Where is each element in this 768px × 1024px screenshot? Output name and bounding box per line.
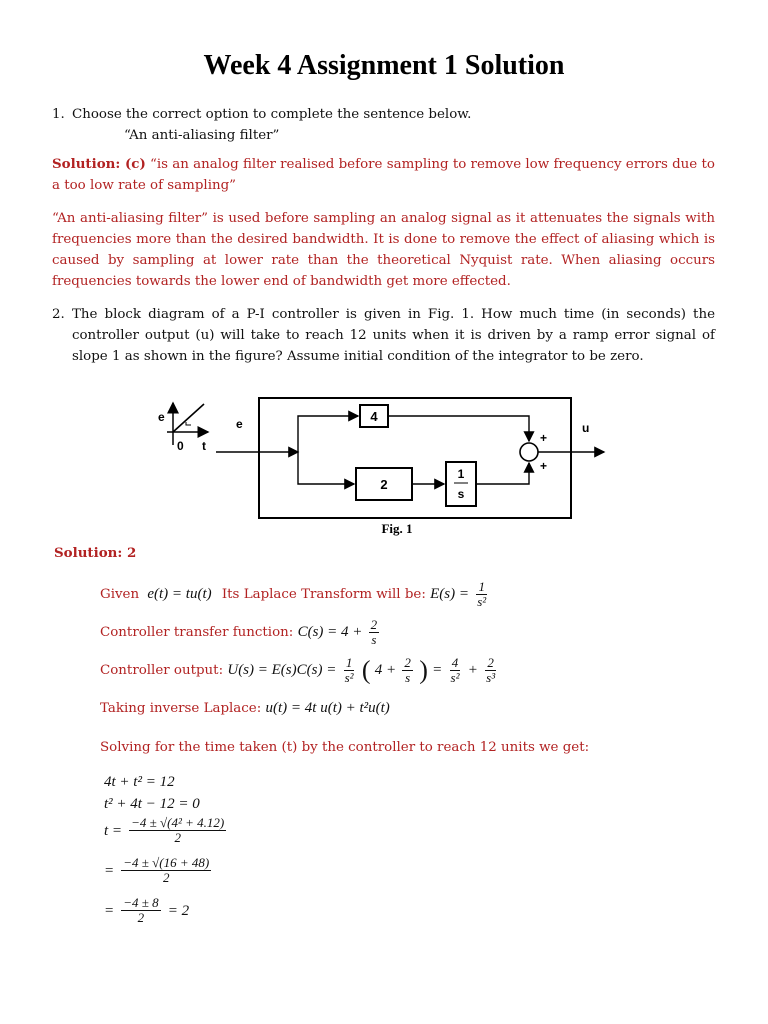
integrator-denominator: s xyxy=(457,487,465,501)
sum-plus-top: + xyxy=(540,431,548,445)
input-label-e: e xyxy=(236,417,243,431)
graph-axis-e: e xyxy=(158,410,165,424)
ramp-input-graph xyxy=(158,403,208,453)
eq-step-1: 4t + t² = 12 xyxy=(104,774,175,790)
output-label-u: u xyxy=(582,421,590,435)
question-2-text: The block diagram of a P-I controller is given in Fig. 1. How much time (in seconds) the controller output (u) will take to reach 12 units when it is driven by a ramp error signal of slope 1 as shown in the figure? Assume initial condition of the integrator to be zero. xyxy=(72,307,715,364)
graph-axis-t: t xyxy=(202,439,206,453)
question-1-quote: “An anti-aliasing filter” xyxy=(124,128,280,143)
step-solving: Solving for the time taken (t) by the controller to reach 12 units we get: xyxy=(100,740,590,755)
sum-plus-bottom: + xyxy=(540,459,548,473)
graph-origin: 0 xyxy=(177,439,184,453)
question-1-text: Choose the correct option to complete the sentence below. xyxy=(72,107,472,122)
eq-step-2: t² + 4t − 12 = 0 xyxy=(104,796,200,812)
step-transfer-function: Controller transfer function: C(s) = 4 + $\frac{2}{s}$ xyxy=(100,617,378,647)
gain-bottom-value: 2 xyxy=(380,477,388,492)
eq-step-5: = $\frac{-4 \pm 8}{2}$ = 2 xyxy=(104,895,190,925)
figure-caption: Fig. 1 xyxy=(381,521,413,536)
step-given: Given e(t) = tu(t) Its Laplace Transform will be: E(s) = $\frac{1}{\text{s²}}$ xyxy=(100,579,487,609)
integrator-numerator: 1 xyxy=(457,467,465,481)
solution-1-label: Solution: (c) xyxy=(52,156,146,172)
question-2-number: 2. xyxy=(52,307,65,322)
solution-1-text: “is an analog filter realised before sampling to remove low frequency errors due to a too low rate of sampling” xyxy=(52,157,715,193)
eq-step-4: = $\frac{-4 \pm √(16 + 48)}{2}$ xyxy=(104,855,210,885)
question-1-number: 1. xyxy=(52,107,65,122)
step-controller-output: Controller output: U(s) = E(s)C(s) = $\frac{1}{\text{s²}}$ ( 4 + $\frac{2}{s}$ ) = $\frac{4}{\text{s²}}$ + $\frac{2}{\text{s³}}$ xyxy=(100,655,496,685)
solution-2-label: Solution: 2 xyxy=(54,545,137,561)
eq-step-3: t = $\frac{\text{−4 ± √(4² + 4.12)}}{2}$ xyxy=(104,815,225,845)
summing-junction xyxy=(520,443,538,461)
page-title: Week 4 Assignment 1 Solution xyxy=(203,50,565,81)
gain-top-value: 4 xyxy=(370,409,378,424)
solution-1-explanation: “An anti-aliasing filter” is used before sampling an analog signal as it attenuates the signals with frequencies more than the desired bandwidth. It is done to remove the effect of aliasing which is caused by sampling at lower rate than the theoretical Nyquist rate. When aliasing occurs frequencies towards the lower end of bandwidth get more effected. xyxy=(52,211,715,289)
step-inverse-laplace: Taking inverse Laplace: u(t) = 4t u(t) + t²u(t) xyxy=(100,700,390,716)
